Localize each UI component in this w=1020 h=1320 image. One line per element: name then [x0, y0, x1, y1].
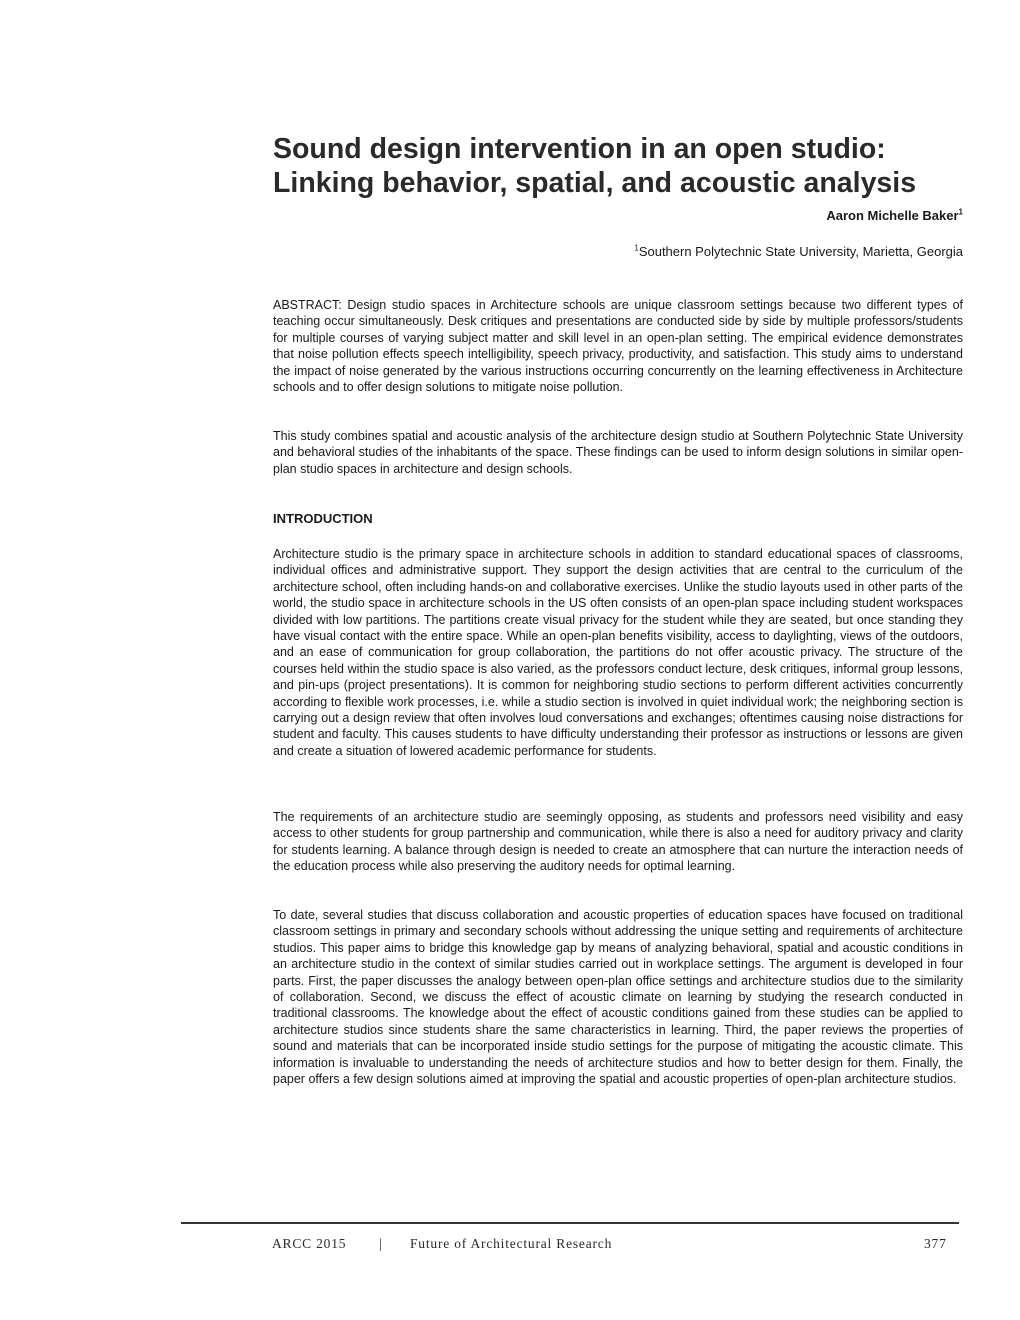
title-line-1: Sound design intervention in an open studio: — [273, 133, 886, 165]
abstract-paragraph-2: This study combines spatial and acoustic analysis of the architecture design studio at Southern Polytechnic State University and behavioral studies of the inhabitants of the space. These findings can be used to inform design solutions in similar open-plan studio spaces in architecture and design schools. — [273, 429, 963, 476]
title-line-2: Linking behavior, spatial, and acoustic analysis — [273, 167, 917, 199]
footer-theme: Future of Architectural Research — [410, 1236, 613, 1251]
footer-separator: | — [379, 1236, 383, 1251]
paper-title — [273, 132, 973, 200]
author-superscript: 1 — [958, 207, 963, 217]
section-heading-introduction: INTRODUCTION — [273, 511, 373, 526]
abstract-paragraph-1: ABSTRACT: Design studio spaces in Architecture schools are unique classroom settings because two different types of teaching occur simultaneously. Desk critiques and presentations are conducted side by side by multiple professors/students for multiple courses of varying subject matter and skill level in an open-plan setting. The empirical evidence demonstrates that noise pollution effects speech intelligibility, speech privacy, productivity, and satisfaction. This study aims to understand the impact of noise generated by the various instructions occurring concurrently on the learning effectiveness in Architecture schools and to offer design solutions to mitigate noise pollution. — [273, 298, 963, 395]
affiliation-superscript: 1 — [634, 243, 639, 253]
footer-page-number: 377 — [924, 1236, 947, 1251]
intro-paragraph-1: Architecture studio is the primary space in architecture schools in addition to standard educational spaces of classrooms, individual offices and administrative support. They support the design activities that are central to the curriculum of the architecture school, often including hands-on and collaborative exercises. Unlike the studio layouts used in other parts of the world, the studio space in architecture schools in the US often consists of an open-plan space including student workspaces divided with low partitions. The partitions create visual privacy for the student while they are seated, but once standing they have visual contact with the entire space. While an open-plan benefits visibility, access to daylighting, views of the outdoors, and an ease of communication for group collaboration, the partitions do not offer acoustic privacy. The structure of the courses held within the studio space is also varied, as the professors conduct lecture, desk critiques, informal group lessons, and pin-ups (project presentations). It is common for neighboring studio sections to perform different activities concurrently according to flexible work processes, i.e. while a studio section is involved in quiet individual work; the neighboring section is carrying out a design review that often involves loud conversations and exchanges; oftentimes causing noise distractions for student and faculty. This causes students to have difficulty understanding their professor as instructions or lessons are given and create a situation of lowered academic performance for students. — [273, 547, 963, 758]
affiliation-text: Southern Polytechnic State University, Marietta, Georgia — [638, 244, 963, 259]
author-name-text: Aaron Michelle Baker — [826, 208, 959, 223]
intro-paragraph-3: To date, several studies that discuss collaboration and acoustic properties of education spaces have focused on traditional classroom settings in primary and secondary schools without addressing the unique setting and requirements of architecture studios. This paper aims to bridge this knowledge gap by means of analyzing behavioral, spatial and acoustic conditions in an architecture studio in the context of similar studies carried out in workplace settings. The argument is developed in four parts. First, the paper discusses the analogy between open-plan office settings and architecture studios due to the similarity of collaboration. Second, we discuss the effect of acoustic climate on learning by studying the research conducted in traditional classrooms. The knowledge about the effect of acoustic conditions gained from these studies can be applied to architecture studios since students share the same characteristics in learning. Third, the paper reviews the properties of sound and materials that can be incorporated inside studio settings for the purpose of mitigating the acoustic climate. This information is invaluable to understanding the needs of architecture studios and how to better design for them. Finally, the paper offers a few design solutions aimed at improving the spatial and acoustic properties of open-plan architecture studios. — [273, 908, 963, 1087]
footer-conference: ARCC 2015 — [272, 1236, 347, 1251]
author-affiliation — [634, 244, 963, 259]
intro-paragraph-2: The requirements of an architecture studio are seemingly opposing, as students and professors need visibility and easy access to other students for group partnership and communication, while there is also a need for auditory privacy and clarity for students learning. A balance through design is needed to create an atmosphere that can nurture the interaction needs of the education process while also preserving the auditory needs for optimal learning. — [273, 810, 963, 874]
footer-divider — [181, 1222, 959, 1224]
author-name — [826, 208, 963, 223]
